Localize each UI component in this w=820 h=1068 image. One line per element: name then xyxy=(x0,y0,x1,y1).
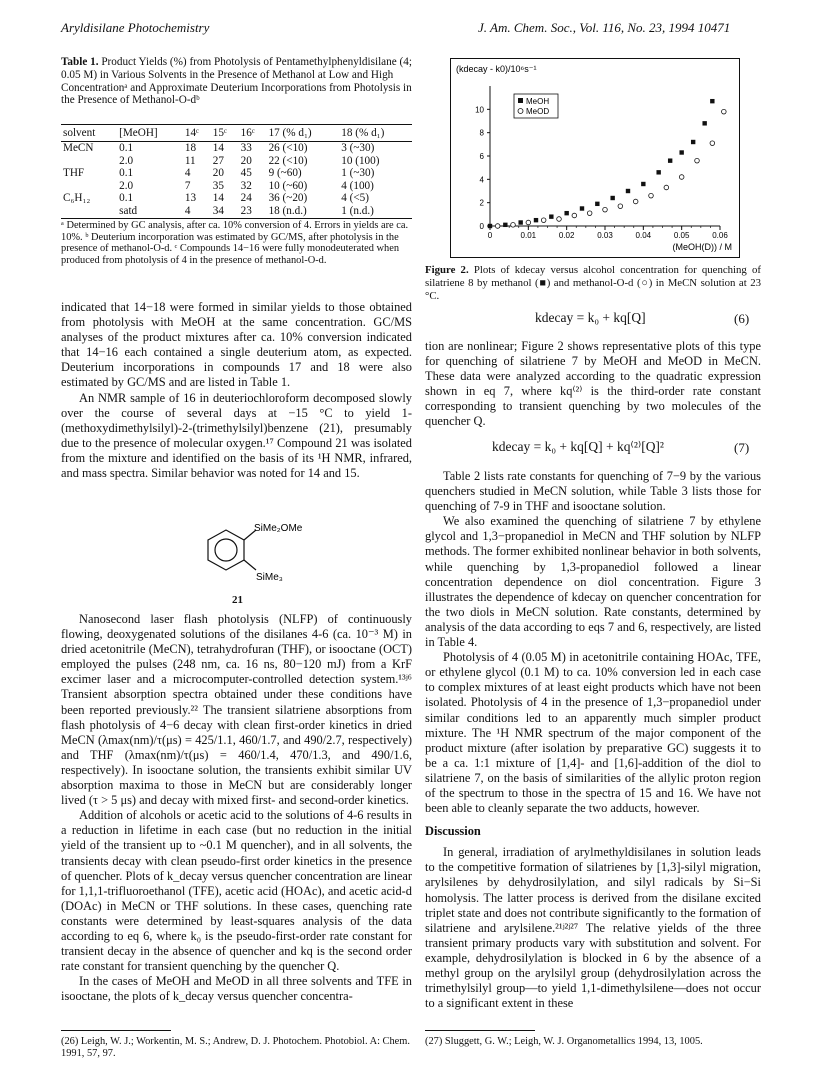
left-column-top xyxy=(61,300,412,481)
table1-col-header: 18 (% d₁) xyxy=(339,125,412,142)
table-cell: satd xyxy=(117,205,183,218)
data-point-meod xyxy=(587,211,592,216)
data-point-meod xyxy=(603,207,608,212)
legend-marker-meoh xyxy=(518,98,523,103)
equation-7: kdecay = k₀ + kq[Q] + kq⁽²⁾[Q]² xyxy=(492,439,664,454)
data-point-meoh xyxy=(691,140,695,144)
data-point-meoh xyxy=(702,121,706,125)
table-cell: 2.0 xyxy=(119,179,134,192)
data-point-meoh xyxy=(626,189,630,193)
table-row xyxy=(61,155,412,168)
data-point-meod xyxy=(710,141,715,146)
table-cell xyxy=(61,180,117,193)
data-point-meoh xyxy=(488,224,492,228)
figure2-caption xyxy=(425,264,761,302)
table-row xyxy=(61,167,412,180)
table-cell: 27 xyxy=(212,154,224,167)
table1-col-header: solvent xyxy=(61,125,117,142)
table-cell: 20 xyxy=(212,167,224,180)
right-column-para1 xyxy=(425,339,761,430)
table1-footnote: ᵃ Determined by GC analysis, after ca. 10% conversion of 4. Errors in yields are ca. 10%. ᵇ Deuterium incorporation was estimated by GC/MS, after photolysis in the presence of methanol-O-d. ᶜ Compounds 14−16 were fully monodeuterated when produced from photolysis of 4 in the presence of methanol-O-d. xyxy=(61,220,409,267)
table-cell: 36 (~20) xyxy=(268,192,308,205)
y-tick-label: 6 xyxy=(479,152,484,161)
legend-label-meod: MeOD xyxy=(526,107,550,116)
table-cell: 18 (n.d.) xyxy=(267,205,340,218)
y-tick-label: 0 xyxy=(479,222,484,231)
table1-col-header: [MeOH] xyxy=(117,125,183,142)
table1-col-header: 14ᶜ xyxy=(183,125,211,142)
benzene-ring xyxy=(208,530,244,570)
table-cell: 34 xyxy=(211,205,239,218)
table1-caption-label: Table 1. xyxy=(61,56,99,68)
chart-legend xyxy=(514,94,558,118)
data-point-meod xyxy=(695,158,700,163)
compound-21-structure xyxy=(188,518,308,593)
data-point-meoh xyxy=(549,214,553,218)
data-point-meod xyxy=(541,218,546,223)
data-point-meoh xyxy=(641,182,645,186)
data-point-meoh xyxy=(534,218,538,222)
table-cell: 10 (100) xyxy=(341,154,380,167)
table-cell: 23 xyxy=(239,205,267,218)
table1-header-row xyxy=(61,125,412,142)
table-cell: 22 (<10) xyxy=(268,154,308,167)
table-cell: 4 xyxy=(184,167,191,180)
left-column-bottom xyxy=(61,612,412,1004)
x-tick-label: 0 xyxy=(487,231,493,240)
data-point-meoh xyxy=(656,170,660,174)
table-cell: 45 xyxy=(240,167,252,180)
structure-top-label: SiMe₂OMe xyxy=(254,523,303,534)
table-cell: THF xyxy=(63,167,85,180)
table-cell: 11 xyxy=(184,154,196,167)
table-row xyxy=(61,142,412,155)
paragraph: indicated that 14−18 were formed in similar yields to those obtained from photolysis with MeOH at the same concentration. GC/MS analyses of the product mixtures after ca. 10% conversion indicated that 14−16 each contained a single deuterium atom, as expected. Deuterium incorporations in compounds 17 and 18 were also estimated by GC/MS and are listed in Table 1. xyxy=(61,300,412,390)
paragraph: In the cases of MeOH and MeOD in all three solvents and TFE in isooctane, the plots of k_decay versus quencher concentra- xyxy=(61,974,412,1004)
data-point-meoh xyxy=(564,211,568,215)
table-cell xyxy=(61,155,117,168)
data-point-meod xyxy=(679,175,684,180)
paragraph: We also examined the quenching of silatriene 7 by ethylene glycol and 1,3−propanediol in MeCN and THF solution by NLFP methods. The former exhibited nonlinear behavior in both solvents, while quenching by 1,3-propanediol followed a linear concentration dependence on diol concentration. Figure 3 illustrates the dependence of kdecay on quencher concentration for the two diols in MeCN solution. Rate constants, determined by analysis of the data according to eqs 7 and 6, respectively, are listed in Table 4. xyxy=(425,514,761,650)
table-cell: 33 xyxy=(240,142,252,154)
table-cell: 0.1 xyxy=(119,167,134,180)
table-cell: 32 xyxy=(240,179,252,192)
table-cell: 4 (<5) xyxy=(341,192,369,205)
data-point-meod xyxy=(618,204,623,209)
table1 xyxy=(61,124,412,219)
data-point-meoh xyxy=(710,99,714,103)
data-point-meoh xyxy=(679,150,683,154)
x-tick-label: 0.02 xyxy=(558,231,575,240)
table-cell: MeCN xyxy=(63,142,94,154)
paragraph: In general, irradiation of arylmethyldisilanes in solution leads to the competitive formation of silatrienes by [1,3]-silyl migration, arylsilenes by dehydrosilylation, and silyl radicals by Si−Si homolysis. The latter process is derived from the disilane excited triplet state and does not contribute significantly to the formation of silatriene and arylsilene.²¹ʲ²ʲ²⁷ The relative yields of the three transient primary products vary with substitution and solvent. For example, dehydrosilylation is blocked in 6 by the absence of a methyl group on the arylsilyl group (dehydrosilylation across the trimethylsilyl group—to yield 1,1-dimethylsilene—does not occur to a significant extent in these xyxy=(425,845,761,1011)
data-point-meod xyxy=(664,185,669,190)
figure2-caption-label: Figure 2. xyxy=(425,264,469,276)
data-point-meoh xyxy=(668,158,672,162)
footnote-left: (26) Leigh, W. J.; Workentin, M. S.; Andrew, D. J. Photochem. Photobiol. A: Chem. 1991, 57, 97. xyxy=(61,1036,410,1059)
table-cell xyxy=(61,205,117,218)
y-tick-label: 8 xyxy=(479,128,484,138)
y-tick-label: 10 xyxy=(475,105,484,115)
table-cell: 13 xyxy=(184,192,197,205)
data-point-meoh xyxy=(518,220,522,224)
x-tick-label: 0.03 xyxy=(597,231,613,240)
x-tick-label: 0.04 xyxy=(635,231,652,240)
table1-col-header: 16ᶜ xyxy=(239,125,267,142)
table-cell: 0.1 xyxy=(119,142,134,154)
data-point-meoh xyxy=(610,196,614,200)
table-row xyxy=(61,205,412,218)
table-cell: C₆H₁₂ xyxy=(63,192,91,205)
data-point-meod xyxy=(557,217,562,222)
table1-caption-text: Product Yields (%) from Photolysis of Pentamethylphenyldisilane (4; 0.05 M) in Various Solvents in the Presence of Methanol at Low and High Concentrationᵃ and Approximate Deuterium Incorporations from Photolysis in the Presence of Methanol-O-dᵇ xyxy=(61,56,412,107)
table-row xyxy=(61,192,412,205)
equation-6-number: (6) xyxy=(734,311,750,326)
table-cell: 4 (100) xyxy=(341,179,374,192)
data-point-meod xyxy=(572,213,577,218)
running-header-right: J. Am. Chem. Soc., Vol. 116, No. 23, 1994 10471 xyxy=(478,20,731,35)
table-cell: 7 xyxy=(184,179,191,192)
table-cell: 14 xyxy=(212,142,224,154)
table1-col-header: 15ᶜ xyxy=(211,125,239,142)
paragraph: Table 2 lists rate constants for quenching of 7−9 by the various quenchers studied in MeCN solution, while Table 3 lists those for quenching of 7-9 in THF and isooctane solution. xyxy=(425,469,761,514)
compound-number: 21 xyxy=(232,594,243,606)
table-cell: 18 xyxy=(184,142,197,154)
running-header-left: Aryldisilane Photochemistry xyxy=(61,20,210,35)
figure-frame xyxy=(451,59,740,258)
paragraph: Photolysis of 4 (0.05 M) in acetonitrile containing HOAc, TFE, or ethylene glycol (0.1 M) to ca. 10% conversion led in each case to complex mixtures of at least eight products which have not been isolated. Photolysis of 4 in the presence of 1,3−propanediol under similar conditions led to an apparently much simpler product mixture. The ¹H NMR spectrum of the major component of the product mixture (after isolation by preparative GC) suggests it to be a ca. 1:1 mixture of [1,4]- and [1,6]-addition of the diol to silatriene 7, on the basis of similarities of the allylic proton region of the spectrum to those in the spectra of 15 and 16. We have not been able to cleanly separate the two adducts, however. xyxy=(425,650,761,816)
y-axis-label: (kdecay - k0)/10⁶s⁻¹ xyxy=(456,64,537,74)
table-cell: 24 xyxy=(240,192,252,205)
table-cell: 1 (n.d.) xyxy=(339,205,412,218)
paragraph: Addition of alcohols or acetic acid to the solutions of 4-6 results in a reduction in lifetime in each case (but no reduction in the initial yield of the transient up to ~0.1 M quencher), and in all solvents, the transients decay with clean pseudo-first order kinetics in the presence of quencher. Plots of k_decay versus quencher concentration are linear for 1,1,1-trifluoroethanol (TFE), acetic acid (HOAc), and acetic acid-d (DOAc) in MeCN or THF solutions. In these cases, quenching rate constants were determined by least-squares analysis of the data according to eq 6, where k₀ is the pseudo-first-order rate constant for transient decay in the absence of quencher and kq is the second order rate constant for transient quenching by the quencher Q. xyxy=(61,808,412,974)
table-cell: 26 (<10) xyxy=(268,142,308,154)
data-point-meod xyxy=(511,223,516,228)
table-cell: 4 xyxy=(183,205,211,218)
data-point-meod xyxy=(722,109,727,114)
footnote-right: (27) Sluggett, G. W.; Leigh, W. J. Organometallics 1994, 13, 1005. xyxy=(425,1036,703,1047)
table-cell: 0.1 xyxy=(119,192,134,205)
footnote-rule xyxy=(61,1030,171,1031)
equation-6: kdecay = k₀ + kq[Q] xyxy=(535,310,646,325)
data-point-meod xyxy=(526,220,531,225)
section-heading-discussion: Discussion xyxy=(425,824,481,839)
y-tick-label: 4 xyxy=(479,175,484,185)
structure-bottom-label: SiMe₃ xyxy=(256,572,283,583)
table-cell: 3 (~30) xyxy=(341,142,375,154)
table-cell: 9 (~60) xyxy=(268,167,302,180)
data-point-meoh xyxy=(580,206,584,210)
table-cell: 14 xyxy=(212,192,224,205)
x-tick-label: 0.06 xyxy=(712,231,728,240)
table-cell: 2.0 xyxy=(119,154,134,167)
data-point-meod xyxy=(649,193,654,198)
y-tick-label: 2 xyxy=(479,198,484,208)
data-point-meoh xyxy=(503,223,507,227)
table1-col-header: 17 (% d₁) xyxy=(267,125,340,142)
paragraph: An NMR sample of 16 in deuteriochloroform decomposed slowly over the course of several days at −15 °C to yield 1-(methoxydimethylsilyl)-2-(trimethylsilyl)benzene (21), presumably due to the presence of molecular oxygen.¹⁷ Compound 21 was isolated from the mixture and identified on the basis of its ¹H NMR, infrared, and mass spectra. Similar behavior was noted for 14 and 15. xyxy=(61,390,412,481)
x-tick-label: 0.05 xyxy=(673,231,690,240)
x-tick-label: 0.01 xyxy=(520,231,537,240)
data-point-meod xyxy=(633,199,638,204)
table-cell: 1 (~30) xyxy=(341,167,375,180)
figure2-chart xyxy=(450,58,740,258)
equation-7-number: (7) xyxy=(734,440,750,455)
data-point-meoh xyxy=(595,202,599,206)
legend-marker-meod xyxy=(518,109,523,114)
right-column-body xyxy=(425,469,761,1011)
paragraph: Nanosecond laser flash photolysis (NLFP) of continuously flowing, deoxygenated solutions of the disilanes 4-6 (ca. 10⁻³ M) in dried acetonitrile (MeCN), tetrahydrofuran (THF), or isooctane (OCT) employed the pulses (248 nm, ca. 16 ns, 80−120 mJ) from a KrF excimer laser and a microcomputer-controlled detection system.¹³ʲ⁶ Transient absorption spectra obtained under these conditions have been reported previously.²² The transient silatriene absorptions from flash photolysis of 4−6 decay with clean first-order kinetics in dried MeCN (λmax(nm)/τ(μs) = 425/1.1, 460/1.7, and 490/2.7, respectively) and THF (λmax(nm)/τ(μs) = 460/1.4, 470/1.3, and 490/1.6, respectively). In isooctane solution, the transients exhibit similar UV absorption maxima to those in MeCN but are considerably longer lived (τ > 5 μs) and decay with mixed first- and second-order kinetics. xyxy=(61,612,412,808)
data-point-meod xyxy=(495,224,500,229)
legend-label-meoh: MeOH xyxy=(526,97,550,106)
footnote-rule xyxy=(425,1030,535,1031)
table-cell: 10 (~60) xyxy=(268,179,308,192)
paragraph: tion are nonlinear; Figure 2 shows representative plots of this type for quenching of silatriene 7 by MeOH and MeOD in MeCN. These data were analyzed according to the quadratic expression shown in eq 7, where kq⁽²⁾ is the third-order rate constant corresponding to transient quenching by two molecules of the quencher Q. xyxy=(425,339,761,429)
x-axis-label: (MeOH(D)) / M xyxy=(672,242,732,252)
table-row xyxy=(61,180,412,193)
figure2-caption-text: Plots of kdecay versus alcohol concentration for quenching of silatriene 8 by methanol (■) and methanol-O-d (○) in MeCN solution at 23 °C. xyxy=(425,264,761,302)
table-cell: 20 xyxy=(240,154,252,167)
table-cell: 35 xyxy=(212,179,224,192)
table1-caption xyxy=(61,56,412,107)
